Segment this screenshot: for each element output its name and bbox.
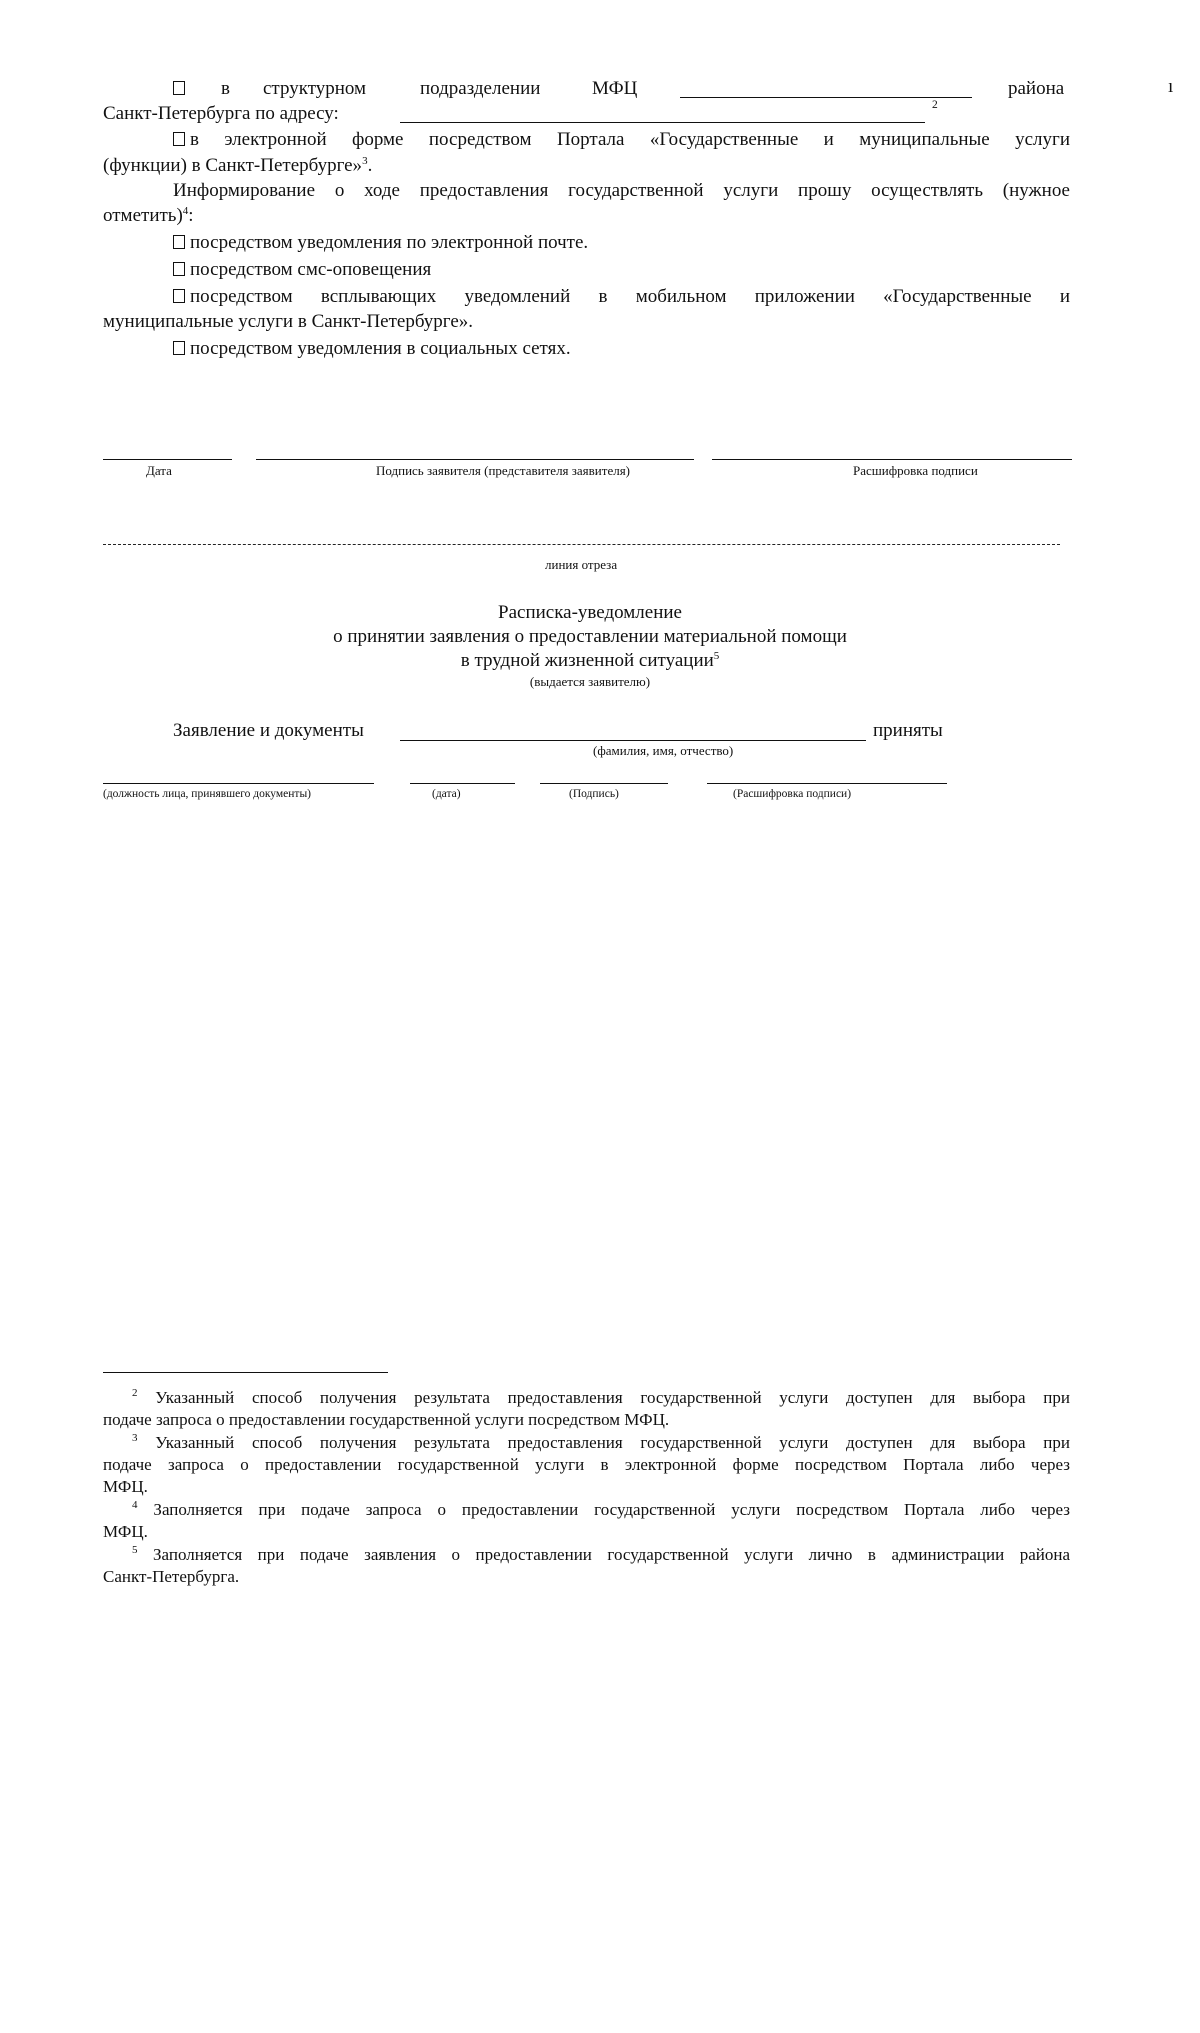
- accepted-suffix: приняты: [873, 720, 943, 741]
- footnote-5-line2: Санкт-Петербурга.: [103, 1567, 240, 1586]
- checkbox-icon: [173, 81, 185, 95]
- checkbox-icon[interactable]: [173, 341, 185, 355]
- mfc-word-division: подразделении: [420, 78, 541, 99]
- footnote-4-line1: $^4$ Заполняется при подаче запроса о предоставлении государственной услуги посредством Портала либо через: [132, 1499, 1071, 1519]
- mfc-word-mfc: МФЦ: [592, 78, 638, 99]
- checkbox-icon[interactable]: [173, 235, 185, 249]
- receipt-sign-caption: (Подпись): [569, 788, 619, 800]
- decode-caption: Расшифровка подписи: [853, 463, 978, 478]
- footnote-3-line1: $^3$ Указанный способ получения результата предоставления государственной услуги доступен для выбора при: [132, 1432, 1070, 1452]
- checkbox-icon[interactable]: [173, 289, 185, 303]
- receipt-decode-field-line: [707, 783, 947, 784]
- mfc-footnote-mark: 2: [932, 99, 938, 111]
- checkbox-mfc[interactable]: [173, 76, 190, 101]
- footnote-3-line3: МФЦ.: [103, 1477, 148, 1496]
- inform-option-push-line2: муниципальные услуги в Санкт-Петербурге».: [103, 311, 474, 332]
- footnote-2-line1: $^2$ Указанный способ получения результата предоставления государственной услуги доступен для выбора при: [132, 1387, 1070, 1407]
- mfc-district-field-line: [680, 97, 972, 98]
- mfc-address-field-line: [400, 122, 925, 123]
- decode-field-line: [712, 459, 1072, 460]
- checkbox-icon[interactable]: [173, 262, 185, 276]
- inform-line1: Информирование о ходе предоставления государственной услуги прошу осуществлять (нужное: [173, 180, 1070, 201]
- footnote-3-line2: подаче запроса о предоставлении государственной услуги в электронной форме посредством Портала либо через: [103, 1455, 1070, 1474]
- mfc-word-v: в: [221, 78, 230, 99]
- footnote-2-line2: подаче запроса о предоставлении государственной услуги посредством МФЦ.: [103, 1410, 670, 1429]
- mfc-address-label: Санкт-Петербурга по адресу:: [103, 103, 339, 124]
- footnote-4-line2: МФЦ.: [103, 1522, 148, 1541]
- inform-option-push-line1[interactable]: посредством всплывающих уведомлений в мобильном приложении «Государственные и: [173, 284, 1070, 309]
- receipt-date-field-line: [410, 783, 515, 784]
- accepted-prefix: Заявление и документы: [173, 720, 364, 741]
- position-field-line: [103, 783, 374, 784]
- date-caption: Дата: [146, 463, 172, 478]
- portal-option-line1: в электронной форме посредством Портала «Государственные и муниципальные услуги: [173, 127, 1070, 152]
- receipt-decode-caption: (Расшифровка подписи): [733, 788, 852, 800]
- inform-option-sms[interactable]: посредством смс-оповещения: [173, 257, 431, 282]
- inform-option-email[interactable]: посредством уведомления по электронной почте.: [173, 230, 588, 255]
- inform-option-social[interactable]: посредством уведомления в социальных сетях.: [173, 336, 571, 361]
- receipt-title-line2: о принятии заявления о предоставлении материальной помощи: [333, 626, 847, 647]
- portal-option-line2: (функции) в Санкт-Петербурге»$^3$.: [103, 155, 373, 176]
- receipt-title-line3: в трудной жизненной ситуации$^5$: [460, 650, 720, 671]
- fio-caption: (фамилия, имя, отчество): [593, 743, 734, 758]
- mfc-word-structural: структурном: [263, 78, 367, 99]
- receipt-date-caption: (дата): [432, 788, 461, 800]
- margin-mark: ı: [1168, 76, 1174, 97]
- signature-field-line: [256, 459, 694, 460]
- mfc-word-district: района: [1008, 78, 1065, 99]
- cut-line: [103, 544, 1060, 545]
- inform-line2: отметить)$^4$:: [103, 205, 194, 226]
- fio-field-line: [400, 740, 866, 741]
- receipt-title: Расписка-уведомление: [498, 602, 682, 623]
- position-caption: (должность лица, принявшего документы): [103, 788, 311, 800]
- receipt-subtitle: (выдается заявителю): [529, 674, 651, 689]
- cut-line-caption: линия отреза: [545, 557, 618, 572]
- checkbox-icon[interactable]: [173, 132, 185, 146]
- date-field-line: [103, 459, 232, 460]
- signature-caption: Подпись заявителя (представителя заявителя): [376, 463, 631, 478]
- footnote-separator: [103, 1372, 388, 1373]
- footnote-5-line1: $^5$ Заполняется при подаче заявления о предоставлении государственной услуги лично в администрации района: [132, 1544, 1071, 1564]
- receipt-sign-field-line: [540, 783, 668, 784]
